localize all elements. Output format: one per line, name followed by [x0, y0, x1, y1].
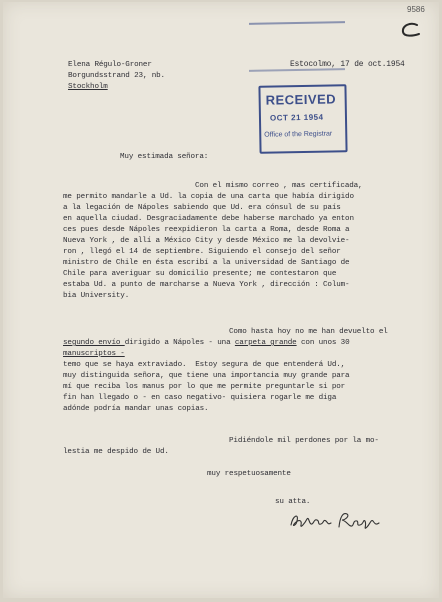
sender-street: Borgundsstrand 23, nb.	[68, 72, 165, 80]
paragraph2-line: muy distinguida señora, que tiene una importancia muy grande para	[63, 372, 350, 380]
letter-page	[3, 2, 439, 598]
paragraph1-line: Chile para averiguar su domicilio presente; me contestaron que	[63, 270, 337, 278]
place-date: Estocolmo, 17 de oct.1954	[290, 60, 405, 69]
sender-city: Stockholm	[68, 83, 108, 91]
stamp-line-bottom	[249, 68, 345, 72]
paragraph1-line: me permito mandarle a Ud. la copia de una carta que había dirigido	[63, 193, 354, 201]
paragraph2-line: temo que se haya extraviado. Estoy segura de que entenderá Ud.,	[63, 361, 346, 369]
paragraph1-line: en aquella ciudad. Desgraciadamente debe haberse marchado ya enton	[63, 215, 354, 223]
paragraph2-line: segundo envío dirigido a Nápoles - una carpeta grande con unos 30	[63, 339, 350, 347]
paragraph2-line: mí que reciba los manus por lo que me permite preguntarle si por	[63, 383, 346, 391]
sender-name: Elena Régulo-Groner	[68, 61, 152, 69]
paragraph2-line: Como hasta hoy no me han devuelto el	[229, 328, 388, 336]
paragraph3-line: Pidiéndole mil perdones por la mo-	[229, 437, 379, 445]
paragraph1-line: estaba Ud. a punto de marcharse a Nueva York , dirección : Colum-	[63, 281, 350, 289]
paragraph1-line: ces pues desde Nápoles reexpidieron la carta a Roma, desde Roma a	[63, 226, 350, 234]
sign-off: su atta.	[275, 498, 311, 506]
paragraph3-line: lestia me despido de Ud.	[63, 448, 169, 456]
underlined-segundo-envio: segundo envío	[63, 339, 125, 347]
paragraph1-line: ron , llegó el 14 de septiembre. Siguiendo el consejo del señor	[63, 248, 341, 256]
paragraph1-line: bia University.	[63, 292, 130, 300]
archive-number: 9586	[407, 5, 425, 14]
paragraph1-line: a la legación de Nápoles sabiendo que Ud. era cónsul de su país	[63, 204, 341, 212]
salutation: Muy estimada señora:	[120, 153, 209, 161]
paragraph1-line: ministro de Chile en ésta escribí a la universidad de Santiago de	[63, 259, 350, 267]
paragraph1-line: Con el mismo correo , mas certificada,	[195, 182, 363, 190]
underlined-manuscriptos: manuscriptos -	[63, 350, 125, 358]
received-stamp	[258, 84, 347, 154]
handwritten-mark	[397, 20, 423, 40]
paragraph2-line: fin han llegado o - en caso negativo- quisiera rogarle me diga	[63, 394, 337, 402]
handwritten-signature	[287, 507, 383, 535]
paragraph2-line: adónde podría mandar unas copias.	[63, 405, 209, 413]
stamp-date: OCT 21 1954	[269, 112, 324, 123]
closing: muy respetuosamente	[207, 470, 291, 478]
paragraph1-line: Nueva York , de allí a México City y desde México me la devolvie-	[63, 237, 350, 245]
stamp-office: Office of the Registrar	[264, 130, 333, 139]
stamp-line-top	[249, 21, 345, 25]
stamp-received: RECEIVED	[265, 91, 337, 108]
underlined-carpeta-grande: carpeta grande	[234, 339, 297, 347]
